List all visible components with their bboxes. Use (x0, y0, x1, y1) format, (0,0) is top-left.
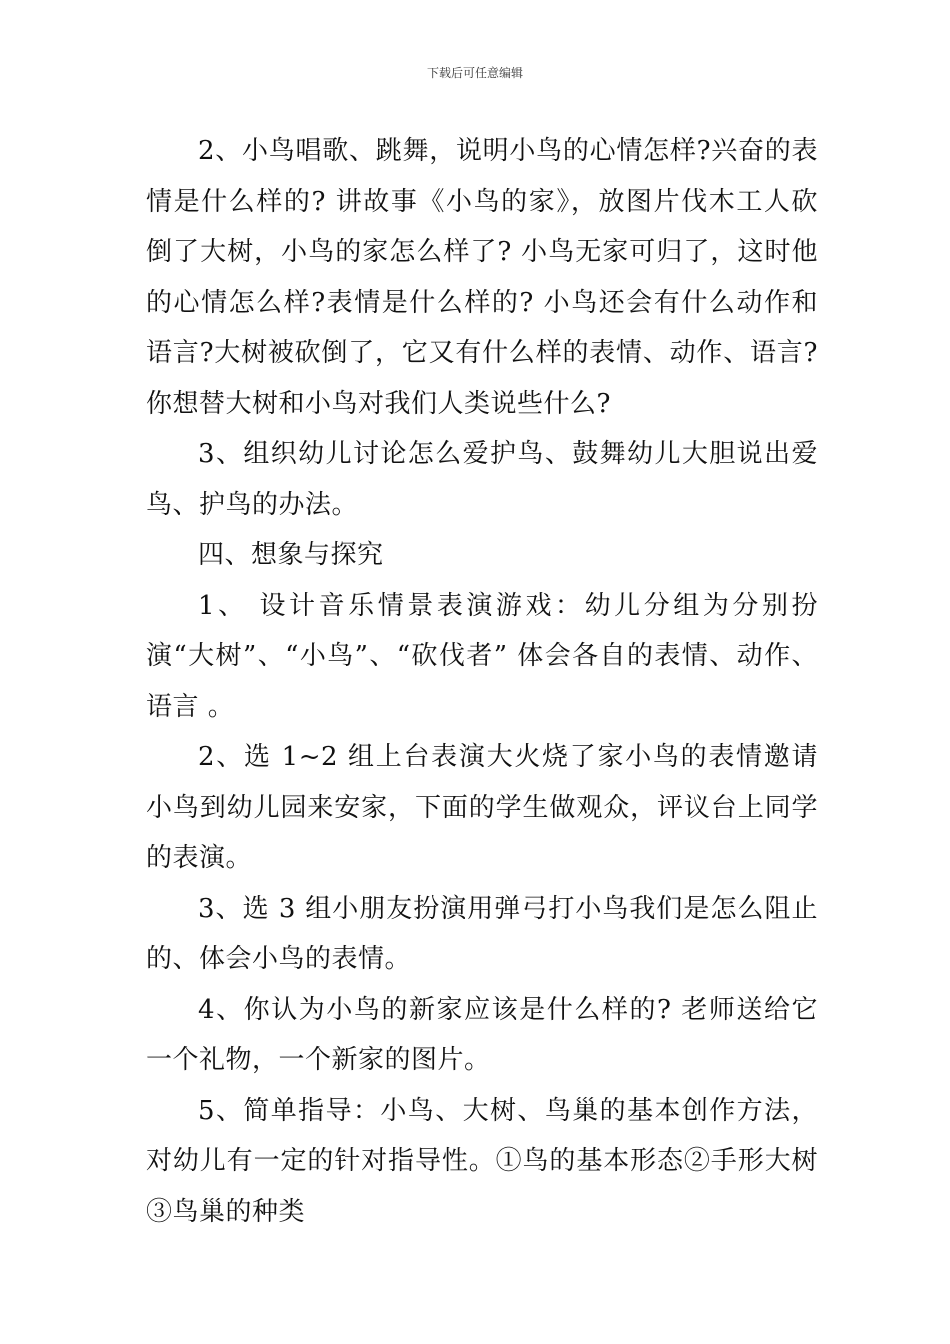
paragraph-item-2: 2、小鸟唱歌、跳舞，说明小鸟的心情怎样?兴奋的表情是什么样的? 讲故事《小鸟的家》，放图片伐木工人砍倒了大树，小鸟的家怎么样了? 小鸟无家可归了，这时他的心情怎么样?表情是什么样的? 小鸟还会有什么动作和语言?大树被砍倒了，它又有什么样的表情、动作、语言? 你想替大树和小鸟对我们人类说些什么? (146, 136, 818, 419)
section-heading-imagination: 四、想象与探究 (198, 540, 384, 570)
page-header: 下载后可任意编辑 (426, 66, 523, 80)
paragraph-activity-1: 1、 设计音乐情景表演游戏：幼儿分组为分别扮演“大树”、“小鸟”、“砍伐者” 体会各自的表情、动作、语言 。 (146, 590, 818, 722)
paragraph-activity-5: 5、简单指导：小鸟、大树、鸟巢的基本创作方法，对幼儿有一定的针对指导性。①鸟的基本形态②手形大树③鸟巢的种类 (146, 1095, 818, 1227)
document-body (146, 126, 818, 1237)
paragraph-activity-2: 2、选 1~2 组上台表演大火烧了家小鸟的表情邀请小鸟到幼儿园来安家，下面的学生做观众，评议台上同学的表演。 (146, 742, 818, 873)
paragraph-activity-3: 3、选 3 组小朋友扮演用弹弓打小鸟我们是怎么阻止的、体会小鸟的表情。 (146, 893, 818, 974)
paragraph-item-3: 3、组织幼儿讨论怎么爱护鸟、鼓舞幼儿大胆说出爱鸟、护鸟的办法。 (146, 439, 818, 520)
paragraph-activity-4: 4、你认为小鸟的新家应该是什么样的? 老师送给它一个礼物，一个新家的图片。 (146, 994, 818, 1075)
